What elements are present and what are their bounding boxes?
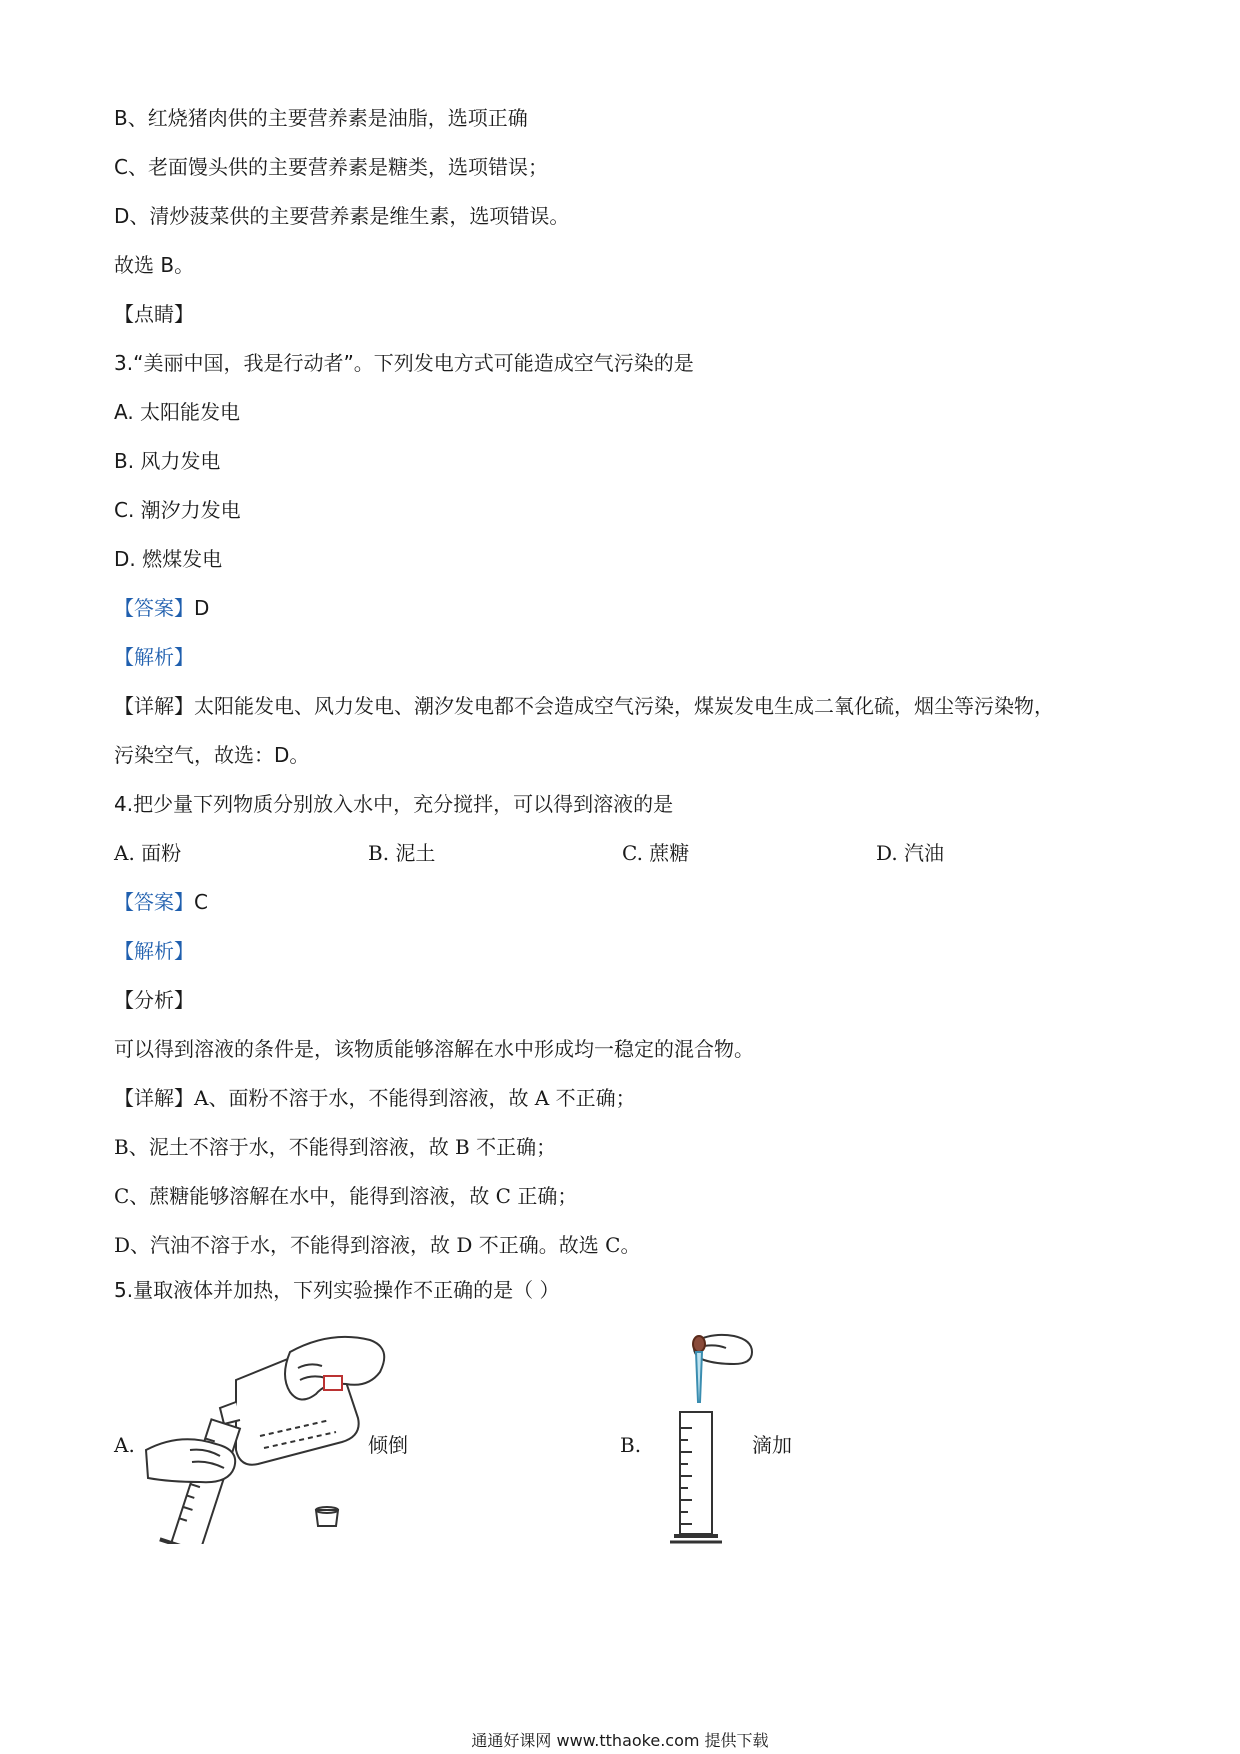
q2-option-b-explanation: B、红烧猪肉供的主要营养素是油脂，选项正确 [114, 106, 528, 130]
answer-tag: 【答案】 [114, 890, 194, 914]
q4-detail-c: C、蔗糖能够溶解在水中，能得到溶液，故 C 正确； [114, 1184, 578, 1208]
q5-stem: 5.量取液体并加热，下列实验操作不正确的是（ ） [114, 1278, 560, 1302]
q4-detail-b: B、泥土不溶于水，不能得到溶液，故 B 不正确； [114, 1135, 557, 1159]
q4-stem: 4.把少量下列物质分别放入水中，充分搅拌，可以得到溶液的是 [114, 792, 674, 816]
q3-option-c: C. 潮汐力发电 [114, 498, 241, 522]
q5-option-b-label: 滴加 [752, 1433, 792, 1457]
q5-option-a-letter: A. [114, 1433, 135, 1457]
q3-option-b: B. 风力发电 [114, 449, 221, 473]
q5-option-b-letter: B. [620, 1433, 642, 1457]
footer-source: 通通好课网 www.tthaoke.com 提供下载 [471, 1731, 769, 1750]
q4-fenxi-tag: 【分析】 [114, 988, 194, 1012]
answer-tag: 【答案】 [114, 596, 194, 620]
q4-fenxi-text: 可以得到溶液的条件是，该物质能够溶解在水中形成均一稳定的混合物。 [114, 1037, 754, 1061]
q3-option-d: D. 燃煤发电 [114, 547, 223, 571]
q2-option-c-explanation: C、老面馒头供的主要营养素是糖类，选项错误； [114, 155, 548, 179]
q2-choice: 故选 B。 [114, 253, 195, 277]
q3-detail-line2: 污染空气，故选：D。 [114, 743, 310, 767]
answer-value: C [194, 890, 208, 914]
q4-option-b: B. 泥土 [368, 841, 436, 865]
q3-option-a: A. 太阳能发电 [114, 400, 241, 424]
q4-option-c: C. 蔗糖 [622, 841, 690, 865]
q3-answer [114, 594, 209, 622]
q3-analysis-tag: 【解析】 [114, 645, 194, 669]
q4-analysis-tag: 【解析】 [114, 939, 194, 963]
q2-point-heading: 【点睛】 [114, 302, 194, 326]
answer-value: D [194, 596, 210, 620]
q4-option-d: D. 汽油 [876, 841, 945, 865]
q5-option-a-label: 倾倒 [368, 1433, 408, 1457]
q4-answer [114, 888, 208, 916]
q3-detail-line1: 【详解】太阳能发电、风力发电、潮汐发电都不会造成空气污染，煤炭发电生成二氧化硫，烟尘等污染物， [114, 694, 1054, 718]
q4-detail-d: D、汽油不溶于水，不能得到溶液，故 D 不正确。故选 C。 [114, 1233, 641, 1257]
pouring-illustration [140, 1332, 400, 1544]
q4-option-a: A. 面粉 [114, 841, 182, 865]
q3-stem: 3.“美丽中国，我是行动者”。下列发电方式可能造成空气污染的是 [114, 351, 694, 375]
dropper-illustration [664, 1330, 764, 1552]
q4-detail-a: 【详解】A、面粉不溶于水，不能得到溶液，故 A 不正确； [114, 1086, 636, 1110]
q2-option-d-explanation: D、清炒菠菜供的主要营养素是维生素，选项错误。 [114, 204, 570, 228]
